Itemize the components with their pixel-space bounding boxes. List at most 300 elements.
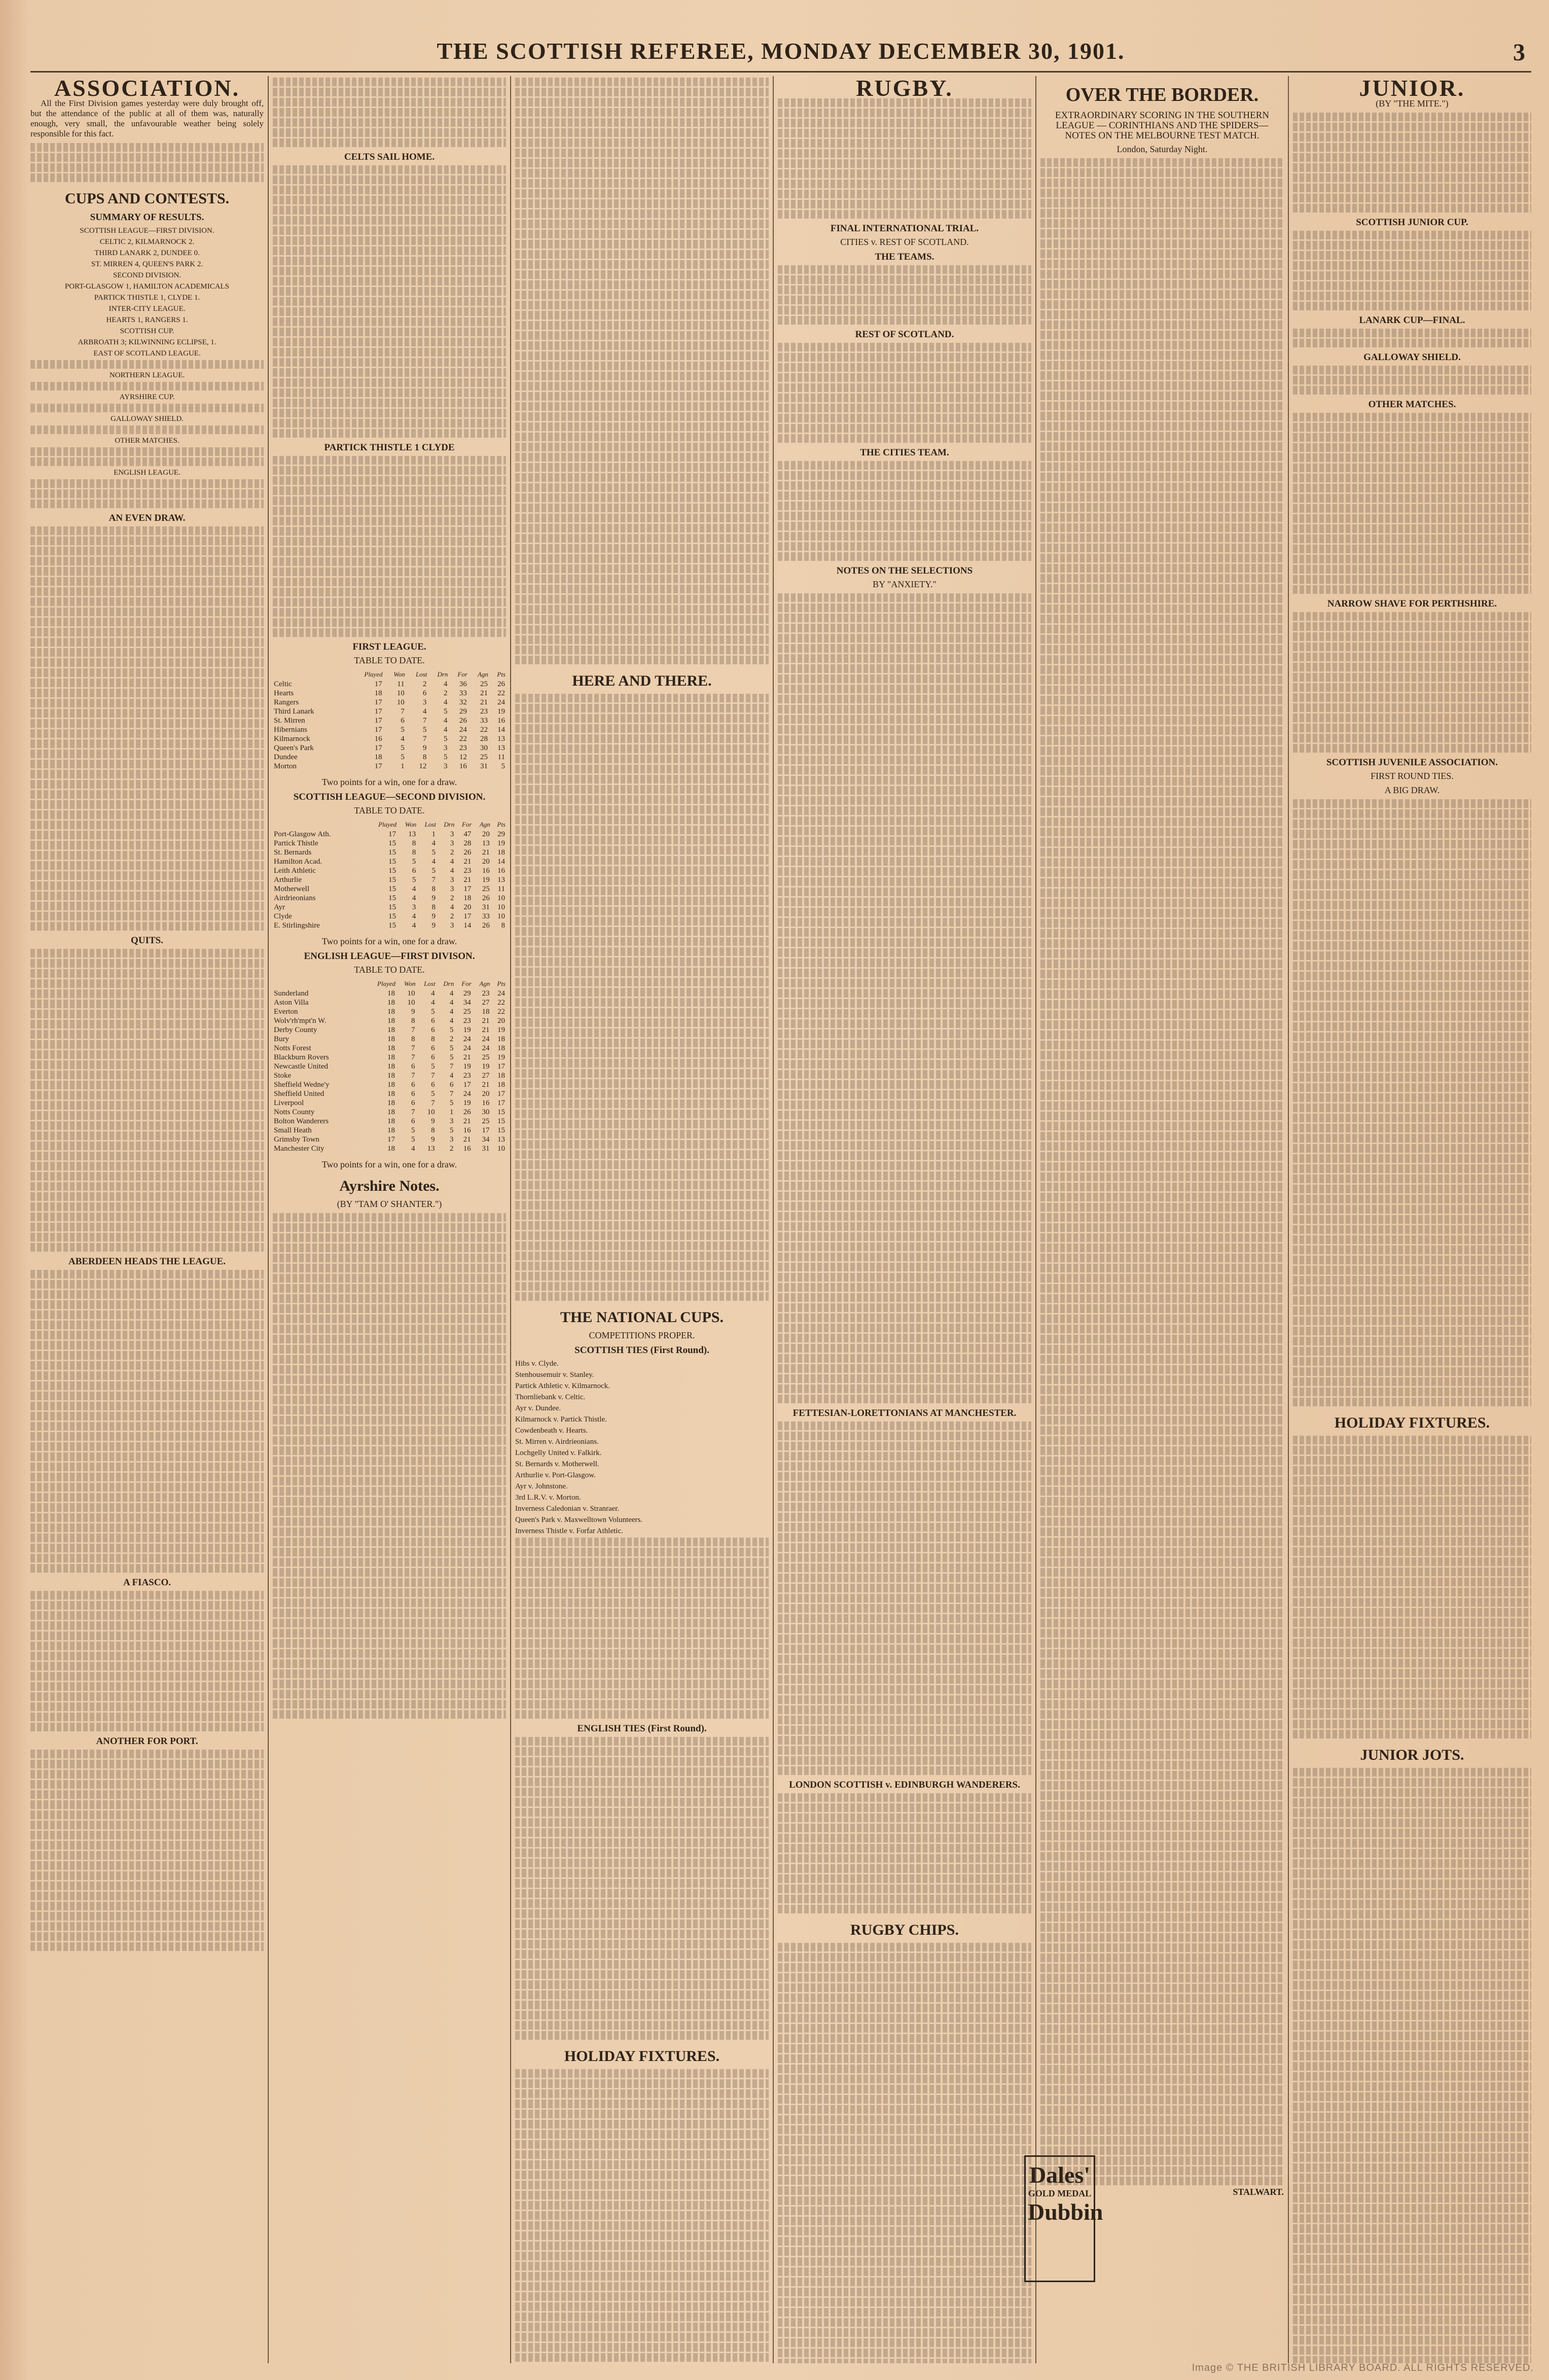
table-cell: 4 bbox=[412, 921, 416, 930]
table-cell: Celtic bbox=[274, 680, 292, 688]
table-cell: 8 bbox=[501, 921, 505, 930]
galloway-shield-heading: GALLOWAY SHIELD. bbox=[1363, 352, 1461, 363]
article-text-block bbox=[30, 382, 264, 390]
table-cell: 16 bbox=[463, 1145, 471, 1153]
table-cell: 15 bbox=[497, 1108, 505, 1116]
article-text-block bbox=[1293, 612, 1531, 753]
table-cell: 17 bbox=[463, 912, 472, 920]
table-cell: 14 bbox=[463, 921, 472, 930]
table-cell: 19 bbox=[463, 1099, 471, 1107]
table-cell: 2 bbox=[449, 1035, 454, 1043]
here-and-there-heading: HERE AND THERE. bbox=[572, 672, 712, 689]
table-cell: 26 bbox=[463, 848, 472, 857]
table-cell: 23 bbox=[482, 989, 490, 998]
table-cell: 17 bbox=[497, 1090, 505, 1098]
result-line: SECOND DIVISION. bbox=[113, 271, 182, 279]
table-cell: 18 bbox=[387, 1017, 395, 1025]
table-cell: 14 bbox=[497, 858, 505, 866]
table-cell: 17 bbox=[374, 744, 382, 752]
table-cell: 6 bbox=[411, 1117, 415, 1125]
table-cell: 17 bbox=[463, 885, 472, 893]
border-dateline: London, Saturday Night. bbox=[1116, 144, 1208, 154]
table-cell: Everton bbox=[274, 1008, 298, 1016]
article-text-block bbox=[30, 1270, 264, 1573]
table-cell: 16 bbox=[482, 867, 490, 875]
tie-item: Thornliebank v. Celtic. bbox=[515, 1393, 586, 1401]
first-league-heading: FIRST LEAGUE. bbox=[352, 642, 426, 652]
association-heading: ASSOCIATION. bbox=[54, 76, 240, 101]
table-header-cell bbox=[273, 979, 365, 989]
scottish-ties-heading: SCOTTISH TIES (First Round). bbox=[574, 1345, 709, 1356]
article-text-block bbox=[778, 1422, 1031, 1775]
table-cell: 18 bbox=[387, 1090, 395, 1098]
table-cell: 21 bbox=[463, 876, 472, 884]
table-cell: 18 bbox=[387, 1081, 395, 1089]
table-cell: 24 bbox=[497, 989, 505, 998]
table-row bbox=[273, 1135, 506, 1144]
table-cell: 18 bbox=[497, 1081, 505, 1089]
table-cell: Liverpool bbox=[274, 1099, 304, 1107]
article-text-block bbox=[778, 461, 1031, 561]
table-cell: Arthurlie bbox=[274, 876, 302, 884]
table-cell: 7 bbox=[411, 1053, 415, 1061]
table-cell: 15 bbox=[388, 867, 397, 875]
table-cell: Stoke bbox=[274, 1072, 292, 1080]
article-text-block bbox=[1293, 1768, 1531, 2363]
table-cell: 5 bbox=[431, 848, 436, 857]
result-line: HEARTS 1, RANGERS 1. bbox=[106, 316, 188, 324]
table-header-cell: Won bbox=[393, 670, 405, 678]
table-row bbox=[273, 1007, 506, 1016]
table-cell: 5 bbox=[411, 1135, 415, 1144]
subheading-celts-home: CELTS SAIL HOME. bbox=[344, 152, 435, 162]
table-cell: Third Lanark bbox=[274, 707, 314, 716]
table-cell: 18 bbox=[387, 1053, 395, 1061]
cities-team-heading: THE CITIES TEAM. bbox=[860, 447, 949, 458]
table-cell: Notts County bbox=[274, 1108, 315, 1116]
table-cell: 18 bbox=[497, 1072, 505, 1080]
table-cell: 4 bbox=[449, 989, 454, 998]
table-row bbox=[273, 680, 506, 689]
table-cell: 15 bbox=[388, 894, 397, 902]
table-cell: 6 bbox=[431, 1017, 435, 1025]
table-cell: 5 bbox=[401, 744, 405, 752]
table-cell: 7 bbox=[422, 717, 427, 725]
table-cell: Ayr bbox=[274, 903, 285, 911]
table-header-cell: Pts bbox=[497, 821, 506, 828]
table-row bbox=[273, 839, 506, 848]
holiday-fixtures-heading: HOLIDAY FIXTURES. bbox=[564, 2048, 720, 2065]
table-cell: Manchester City bbox=[274, 1145, 325, 1153]
article-text-block bbox=[273, 78, 506, 147]
table-cell: 4 bbox=[443, 698, 448, 706]
table-cell: 4 bbox=[431, 989, 435, 998]
table-cell: 31 bbox=[480, 762, 488, 770]
table-cell: 19 bbox=[497, 707, 505, 716]
article-text-block bbox=[515, 1737, 769, 2040]
article-text-block bbox=[30, 526, 264, 931]
table-cell: 32 bbox=[459, 698, 467, 706]
second-division-table bbox=[273, 820, 506, 930]
article-text-block bbox=[515, 78, 769, 664]
cups-heading: CUPS AND CONTESTS. bbox=[64, 190, 230, 207]
table-cell: 5 bbox=[431, 1008, 435, 1016]
table-header-cell: Lost bbox=[424, 980, 436, 987]
table-row bbox=[273, 912, 506, 921]
table-header-cell: For bbox=[461, 980, 472, 987]
table-cell: 8 bbox=[412, 848, 416, 857]
tie-item: Inverness Caledonian v. Stranraer. bbox=[515, 1505, 620, 1513]
article-text-block bbox=[30, 447, 264, 466]
article-text-block bbox=[1293, 1436, 1531, 1738]
column-border bbox=[1040, 76, 1284, 2363]
table-cell: 11 bbox=[397, 680, 405, 688]
table-cell: 10 bbox=[497, 894, 505, 902]
table-cell: 6 bbox=[449, 1081, 454, 1089]
table-cell: 18 bbox=[387, 1035, 395, 1043]
subheading-even-draw: AN EVEN DRAW. bbox=[109, 513, 186, 523]
table-cell: 16 bbox=[497, 867, 505, 875]
table-cell: 22 bbox=[459, 735, 467, 743]
article-text-block bbox=[1293, 231, 1531, 310]
table-cell: 17 bbox=[482, 1126, 490, 1134]
table-cell: 17 bbox=[387, 1135, 395, 1144]
table-cell: 7 bbox=[411, 1026, 415, 1034]
table-cell: 13 bbox=[427, 1145, 435, 1153]
table-row bbox=[273, 762, 506, 771]
table-row bbox=[273, 1108, 506, 1117]
table-cell: 31 bbox=[482, 903, 490, 911]
english-ties-heading: ENGLISH TIES (First Round). bbox=[577, 1723, 707, 1734]
table-cell: 9 bbox=[431, 1135, 435, 1144]
cities-rest-heading: CITIES v. REST OF SCOTLAND. bbox=[840, 237, 969, 247]
table-cell: 20 bbox=[497, 1017, 505, 1025]
table-cell: 5 bbox=[431, 867, 436, 875]
column-rule bbox=[268, 76, 269, 2363]
table-cell: 19 bbox=[482, 876, 490, 884]
table-cell: 6 bbox=[431, 1081, 435, 1089]
table-cell: 5 bbox=[449, 1126, 454, 1134]
table-cell: 25 bbox=[463, 1008, 471, 1016]
national-cups-heading: THE NATIONAL CUPS. bbox=[560, 1309, 724, 1326]
table-cell: St. Mirren bbox=[274, 717, 305, 725]
juvenile-heading: SCOTTISH JUVENILE ASSOCIATION. bbox=[1326, 757, 1498, 768]
table-cell: 19 bbox=[497, 1026, 505, 1034]
table-row bbox=[273, 1098, 506, 1108]
table-cell: 17 bbox=[374, 707, 382, 716]
table-header-cell: Played bbox=[377, 980, 396, 987]
table-cell: 22 bbox=[497, 689, 505, 697]
table-cell: 7 bbox=[431, 1072, 435, 1080]
table-cell: 4 bbox=[450, 858, 454, 866]
tie-item: Ayr v. Dundee. bbox=[515, 1404, 561, 1412]
table-cell: 19 bbox=[497, 1053, 505, 1061]
table-cell: 26 bbox=[482, 894, 490, 902]
table-cell: 9 bbox=[422, 744, 427, 752]
table-cell: 5 bbox=[422, 726, 427, 734]
article-text-block bbox=[515, 2069, 769, 2363]
table-cell: 28 bbox=[463, 839, 472, 847]
table-cell: Hamilton Acad. bbox=[274, 858, 322, 866]
table-cell: 4 bbox=[431, 858, 436, 866]
table-cell: 22 bbox=[497, 999, 505, 1007]
tie-item: Partick Athletic v. Kilmarnock. bbox=[515, 1382, 610, 1390]
column-rule bbox=[1288, 76, 1289, 2363]
table-cell: 4 bbox=[443, 726, 448, 734]
result-line: SCOTTISH LEAGUE—FIRST DIVISION. bbox=[80, 227, 214, 235]
ayrshire-byline: (BY "TAM O' SHANTER.") bbox=[337, 1199, 442, 1209]
table-cell: 13 bbox=[497, 735, 505, 743]
table-cell: 5 bbox=[411, 1126, 415, 1134]
table-header-row bbox=[273, 820, 506, 830]
advert-product: Dubbin bbox=[1028, 2199, 1103, 2225]
table-cell: 4 bbox=[422, 707, 427, 716]
table-cell: Blackburn Rovers bbox=[274, 1053, 329, 1061]
table-cell: 23 bbox=[463, 1017, 471, 1025]
tie-item: Ayr v. Johnstone. bbox=[515, 1482, 568, 1490]
first-round-heading: FIRST ROUND TIES. bbox=[1371, 771, 1454, 781]
table-cell: Bolton Wanderers bbox=[274, 1117, 329, 1125]
anxiety-byline: BY "ANXIETY." bbox=[873, 579, 936, 589]
table-cell: 25 bbox=[482, 885, 490, 893]
table-cell: 17 bbox=[374, 762, 382, 770]
table-cell: 3 bbox=[443, 762, 448, 770]
table-cell: Sheffield United bbox=[274, 1090, 325, 1098]
table-cell: 27 bbox=[482, 999, 490, 1007]
table-header-cell: For bbox=[461, 821, 472, 828]
table-row bbox=[273, 903, 506, 912]
table-cell: 27 bbox=[482, 1072, 490, 1080]
table-cell: 4 bbox=[449, 1008, 454, 1016]
table-cell: 18 bbox=[387, 1072, 395, 1080]
table-cell: 5 bbox=[401, 753, 405, 761]
table-cell: 5 bbox=[431, 1090, 435, 1098]
notes-selections-heading: NOTES ON THE SELECTIONS bbox=[836, 565, 973, 576]
table-cell: 5 bbox=[443, 753, 448, 761]
columns-area bbox=[30, 76, 1531, 2363]
table-row bbox=[273, 866, 506, 875]
table-cell: 20 bbox=[482, 858, 490, 866]
table-cell: 9 bbox=[411, 1008, 415, 1016]
table-cell: 24 bbox=[463, 1090, 471, 1098]
table-cell: 4 bbox=[412, 912, 416, 920]
table-cell: Wolv'rh'mpt'n W. bbox=[274, 1017, 327, 1025]
table-cell: 8 bbox=[411, 1035, 415, 1043]
article-text-block bbox=[30, 425, 264, 434]
junior-cup-heading: SCOTTISH JUNIOR CUP. bbox=[1356, 217, 1468, 228]
tie-item: Stenhousemuir v. Stanley. bbox=[515, 1371, 594, 1379]
table-cell: 17 bbox=[374, 680, 382, 688]
table-cell: 7 bbox=[411, 1072, 415, 1080]
article-text-block bbox=[30, 404, 264, 412]
article-text-block bbox=[1293, 329, 1531, 347]
result-line: AYRSHIRE CUP. bbox=[119, 393, 175, 401]
table-row bbox=[273, 734, 506, 743]
table-cell: 24 bbox=[463, 1035, 471, 1043]
column-junior bbox=[1293, 76, 1531, 2363]
tie-item: St. Bernards v. Motherwell. bbox=[515, 1460, 599, 1468]
table-cell: 18 bbox=[387, 989, 395, 998]
table-cell: 19 bbox=[497, 839, 505, 847]
table-cell: 16 bbox=[497, 717, 505, 725]
border-heading: OVER THE BORDER. bbox=[1065, 84, 1259, 105]
table-cell: 6 bbox=[422, 689, 427, 697]
table-cell: 18 bbox=[374, 753, 382, 761]
border-signoff: STALWART. bbox=[1233, 2187, 1284, 2197]
table-cell: 3 bbox=[450, 830, 454, 838]
table-cell: Kilmarnock bbox=[274, 735, 310, 743]
table-header-cell: Won bbox=[404, 980, 416, 987]
junior-jots-heading: JUNIOR JOTS. bbox=[1360, 1747, 1464, 1763]
article-text-block bbox=[30, 360, 264, 369]
tie-item: Kilmarnock v. Partick Thistle. bbox=[515, 1415, 607, 1424]
table-cell: 23 bbox=[480, 707, 488, 716]
other-matches-heading: OTHER MATCHES. bbox=[1368, 399, 1456, 410]
table-header-cell: Played bbox=[378, 821, 397, 828]
table-cell: 10 bbox=[497, 903, 505, 911]
table-cell: 16 bbox=[459, 762, 467, 770]
table-cell: 6 bbox=[412, 867, 416, 875]
second-division-heading: SCOTTISH LEAGUE—SECOND DIVISION. bbox=[293, 792, 486, 802]
table-cell: 13 bbox=[497, 1135, 505, 1144]
table-cell: 18 bbox=[387, 1117, 395, 1125]
junior-holiday-fixtures-heading: HOLIDAY FIXTURES. bbox=[1334, 1414, 1490, 1431]
table-row bbox=[273, 1117, 506, 1126]
table-cell: 1 bbox=[431, 830, 436, 838]
table-cell: 17 bbox=[388, 830, 397, 838]
table-cell: Airdrieonians bbox=[274, 894, 316, 902]
table-cell: 13 bbox=[482, 839, 490, 847]
column-association-3 bbox=[515, 76, 769, 2363]
tie-item: Hibs v. Clyde. bbox=[515, 1360, 559, 1368]
table-cell: 2 bbox=[449, 1145, 454, 1153]
table-cell: 25 bbox=[480, 680, 488, 688]
table-cell: 4 bbox=[443, 717, 448, 725]
table-cell: 14 bbox=[497, 726, 505, 734]
table-header-cell: Won bbox=[405, 821, 417, 828]
article-text-block bbox=[30, 479, 264, 508]
first-league-table bbox=[273, 669, 506, 771]
table-cell: 15 bbox=[388, 912, 397, 920]
table-cell: 33 bbox=[480, 717, 488, 725]
table-cell: 4 bbox=[450, 903, 454, 911]
association-intro: All the First Division games yesterday were duly brought off, but the attendance of the public at all of them was, naturally enough, very small, the unfavourable weather being solely responsible for this fact. bbox=[30, 98, 264, 138]
table-cell: 10 bbox=[397, 698, 405, 706]
table-row bbox=[273, 1062, 506, 1071]
table-cell: 22 bbox=[497, 1008, 505, 1016]
table-to-date: TABLE TO DATE. bbox=[354, 655, 425, 665]
table-cell: 15 bbox=[388, 848, 397, 857]
table-cell: 7 bbox=[449, 1062, 454, 1071]
table-cell: 4 bbox=[449, 1017, 454, 1025]
table-cell: Hibernians bbox=[274, 726, 307, 734]
table-cell: 4 bbox=[450, 867, 454, 875]
result-line: NORTHERN LEAGUE. bbox=[109, 371, 185, 379]
table-cell: 7 bbox=[422, 735, 427, 743]
article-text-block bbox=[273, 1213, 506, 1719]
table-cell: 16 bbox=[463, 1126, 471, 1134]
rest-of-scotland-heading: REST OF SCOTLAND. bbox=[855, 329, 954, 340]
table-cell: 4 bbox=[411, 1145, 415, 1153]
table-cell: 24 bbox=[482, 1035, 490, 1043]
article-text-block bbox=[515, 1538, 769, 1719]
table-cell: 10 bbox=[397, 689, 405, 697]
table-cell: 21 bbox=[463, 858, 472, 866]
masthead-rule bbox=[30, 71, 1531, 73]
table-row bbox=[273, 743, 506, 753]
table-cell: 24 bbox=[482, 1044, 490, 1052]
article-text-block bbox=[778, 593, 1031, 1403]
table-cell: 21 bbox=[480, 698, 488, 706]
table-row bbox=[273, 1016, 506, 1025]
result-line: PORT-GLASGOW 1, HAMILTON ACADEMICALS bbox=[64, 282, 230, 291]
table-cell: 1 bbox=[401, 762, 405, 770]
table-cell: 6 bbox=[411, 1062, 415, 1071]
table-cell: 10 bbox=[407, 999, 415, 1007]
london-scottish-heading: LONDON SCOTTISH v. EDINBURGH WANDERERS. bbox=[789, 1780, 1020, 1790]
table-cell: 15 bbox=[388, 921, 397, 930]
table-cell: 7 bbox=[431, 876, 436, 884]
table-cell: Port-Glasgow Ath. bbox=[274, 830, 331, 838]
dubbin-advert bbox=[1024, 2155, 1103, 2282]
table-cell: 15 bbox=[388, 858, 397, 866]
table-row bbox=[273, 894, 506, 903]
table-cell: 6 bbox=[411, 1099, 415, 1107]
table-cell: 21 bbox=[482, 848, 490, 857]
table-cell: 21 bbox=[480, 689, 488, 697]
points-note: Two points for a win, one for a draw. bbox=[321, 936, 457, 946]
table-cell: Small Heath bbox=[274, 1126, 312, 1134]
table-row bbox=[273, 884, 506, 894]
table-cell: 34 bbox=[463, 999, 471, 1007]
table-header-row bbox=[273, 979, 506, 989]
table-header-cell: Drn bbox=[437, 670, 448, 678]
table-cell: Sheffield Wedne'y bbox=[274, 1081, 330, 1089]
table-cell: 19 bbox=[482, 1062, 490, 1071]
table-header-cell: Agn bbox=[479, 980, 490, 987]
table-cell: 5 bbox=[449, 1099, 454, 1107]
table-cell: Notts Forest bbox=[274, 1044, 311, 1052]
table-cell: 18 bbox=[387, 999, 395, 1007]
table-cell: 2 bbox=[450, 912, 454, 920]
table-cell: 7 bbox=[411, 1108, 415, 1116]
table-row bbox=[273, 989, 506, 998]
table-cell: 15 bbox=[388, 903, 397, 911]
table-header-cell: Pts bbox=[497, 980, 506, 987]
table-cell: 17 bbox=[374, 698, 382, 706]
subheading-fiasco: A FIASCO. bbox=[123, 1577, 171, 1588]
tie-item: Inverness Thistle v. Forfar Athletic. bbox=[515, 1527, 623, 1535]
rugby-chips-heading: RUGBY CHIPS. bbox=[850, 1922, 959, 1938]
table-row bbox=[273, 830, 506, 839]
table-header-cell bbox=[273, 820, 367, 830]
table-cell: 5 bbox=[443, 735, 448, 743]
table-cell: Grimsby Town bbox=[274, 1135, 319, 1144]
table-row bbox=[273, 1126, 506, 1135]
article-text-block bbox=[778, 1793, 1031, 1913]
table-cell: 15 bbox=[388, 885, 397, 893]
table-cell: Sunderland bbox=[274, 989, 309, 998]
table-row bbox=[273, 689, 506, 698]
table-cell: 8 bbox=[431, 885, 436, 893]
table-cell: 18 bbox=[387, 1108, 395, 1116]
table-cell: Hearts bbox=[274, 689, 294, 697]
table-cell: 3 bbox=[450, 876, 454, 884]
article-text-block bbox=[30, 143, 264, 182]
table-cell: 3 bbox=[443, 744, 448, 752]
table-to-date: TABLE TO DATE. bbox=[354, 965, 425, 975]
table-cell: 18 bbox=[497, 1044, 505, 1052]
